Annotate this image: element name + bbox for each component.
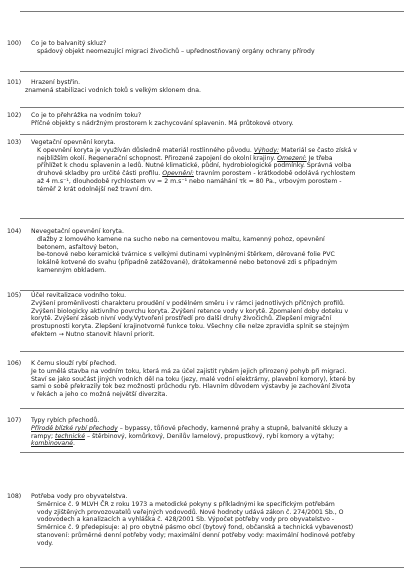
text-run: dlažby z lomového kamene na sucho nebo na cementovou maltu, kamenný pohoz, opevnění — [37, 235, 325, 243]
separator-line — [20, 71, 404, 72]
text-run: Směrnice č. 9 předepisuje: a) pro obytné pásmo obcí (bytový fond, občanská a technická vybavenost) — [37, 524, 354, 532]
text-run: betonem, asfaltový beton, — [37, 243, 119, 251]
text-run: Zvýšení proměnlivosti charakteru proudění v podélném směru i v rámci jednotlivých příčných profilů. — [31, 299, 345, 307]
text-run: Materiál se často získá v — [279, 146, 357, 154]
text-run: – bypassy, tůňové přechody, kamenné prahy a stupně, balvanité skluzy a — [117, 424, 348, 432]
answer-line — [37, 259, 404, 267]
answer-text — [7, 147, 404, 194]
text-run: vodovodech a kanalizacích a vyhláška č. 428/2001 Sb. Výpočet potřeby vody pro obyvatelstvo - — [37, 516, 335, 524]
text-run: vody zjištěných provozovatelů veřejných vodovodů. Nové hodnoty udává zákon č. 274/2001 Sb., O — [37, 508, 344, 516]
question-106 — [7, 360, 404, 399]
answer-line — [31, 331, 404, 339]
answer-line — [31, 120, 404, 128]
separator-line — [20, 408, 404, 409]
question-number: 106) — [7, 360, 22, 367]
answer-text — [7, 368, 404, 399]
text-run: spádový objekt neomezující migraci živočichů – upřednostňovaný orgány ochrany přírody — [37, 47, 315, 55]
text-run: – štěrbinový, komůrkový, Denilův lamelový, propustkový, rybí komory a výtahy; — [85, 432, 335, 440]
answer-text — [7, 425, 404, 448]
text-run: Staví se jako součást jiných vodních děl na toku (jezy, malé vodní elektrárny, plavební komory), které by — [31, 375, 356, 383]
answer-line — [31, 440, 404, 448]
question-title: Co je to balvanitý skluz? — [31, 40, 107, 47]
text-run: travním porostem - krátkodobě odolává rychlostem — [193, 170, 356, 178]
answer-line — [25, 87, 404, 95]
text-run: kamenným obkladem. — [37, 266, 107, 274]
answer-text — [7, 48, 404, 56]
answer-line — [37, 170, 404, 178]
answer-line — [37, 48, 404, 56]
text-run: efektem → Nutno stanovit hlavní priorit. — [31, 330, 155, 338]
answer-line — [37, 540, 404, 548]
answer-line — [31, 368, 404, 376]
text-run: až 4 m.s⁻¹, dlouhodobě rychlostem vv = 2 m.s⁻¹ nebo namáhání τk = 80 Pa., vrbovým porostem - — [37, 177, 342, 185]
emphasized-term: kombinované — [31, 440, 73, 448]
text-run: be-tonové nebo keramické tvárnice s velkými dutinami vyplněnými štěrkem, děrované folie PVC — [37, 251, 335, 259]
question-number: 104) — [7, 228, 22, 235]
question-102 — [7, 112, 404, 128]
separator-line — [20, 452, 404, 453]
answer-line — [31, 391, 404, 399]
question-104 — [7, 228, 404, 275]
separator-line — [20, 107, 404, 108]
question-title: Potřeba vody pro obyvatelstva. — [31, 493, 128, 500]
text-run: Příčné objekty s nádržným prostorem k zachycování splavenin. Má průtokové otvory. — [31, 119, 294, 127]
separator-line — [20, 351, 404, 352]
question-100 — [7, 40, 404, 56]
question-number: 101) — [7, 79, 22, 86]
separator-line — [20, 11, 404, 12]
emphasized-term: Výhody: — [253, 146, 280, 154]
emphasized-term: Přírodě blízké rybí přechody — [31, 424, 118, 432]
answer-text — [7, 236, 404, 275]
text-run: přihlížet k chodu splavenin a ledů. Nutné klimatické, půdní, hydrobiologické podmínky. Správná volba — [37, 162, 352, 170]
text-run: Je třeba — [306, 154, 333, 162]
text-run: sami o sobě překrazily tok bez možnosti průchodu ryb. Hlavním důvodem výstavby je zachování života — [31, 383, 351, 391]
answer-line — [37, 524, 404, 532]
question-108 — [7, 493, 404, 548]
answer-line — [37, 178, 404, 186]
separator-line — [20, 567, 404, 568]
question-title: Co je to přehrážka na vodním toku? — [31, 112, 142, 119]
question-101 — [7, 79, 404, 95]
question-title: Účel revitalizace vodního toku. — [31, 292, 127, 299]
text-run: téměř 2 krát odolnější než travní drn. — [37, 185, 153, 193]
text-run: korytě. Zvýšení zásob nivní vody.Vytvoření prostředí pro další druhy živočichů. Zlepšení migrační — [31, 315, 332, 323]
separator-line — [20, 134, 404, 135]
question-number: 103) — [7, 139, 22, 146]
question-title: Vegetační opevnění koryta. — [31, 139, 116, 146]
question-107 — [7, 417, 404, 448]
question-number: 102) — [7, 112, 22, 119]
answer-line — [31, 425, 404, 433]
text-run: nejbližším okolí. Regenerační schopnost. Přirozené zapojení do okolní krajiny. — [37, 154, 278, 162]
text-run: stanovení: průměrné denní potřeby vody; maximální denní potřeby vody: maximální hodinové potřeby — [37, 531, 355, 539]
answer-line — [37, 532, 404, 540]
text-run: Směrnice č. 9 MLVH ČR z roku 1973 a metodické pokyny s příkladnými ke specifickým potřebám — [37, 500, 335, 508]
question-number: 108) — [7, 493, 22, 500]
question-title: Hrazení bystřin. — [31, 79, 81, 86]
question-title: Typy rybích přechodů. — [31, 417, 100, 424]
answer-line — [31, 300, 404, 308]
answer-text — [7, 501, 404, 548]
answer-line — [37, 501, 404, 509]
emphasized-term: technické — [55, 432, 86, 440]
answer-text — [7, 87, 404, 95]
text-run: K opevnění koryta je využíván důsledně materiál rostlinného původu. — [37, 146, 254, 154]
answer-line — [37, 147, 404, 155]
question-103 — [7, 139, 404, 194]
separator-line — [20, 218, 404, 219]
text-run: znamená stabilizaci vodních toků s velkým sklonem dna. — [25, 86, 201, 94]
text-run: lokálně kotvené do svahu (případně zatěžované), drátokamenné nebo betonové zdi s případným — [37, 259, 338, 267]
emphasized-term: Omezení: — [277, 154, 307, 162]
answer-line — [31, 433, 404, 441]
emphasized-term: Opevnění: — [162, 170, 194, 178]
answer-line — [31, 323, 404, 331]
answer-text — [7, 300, 404, 339]
question-105 — [7, 292, 404, 339]
question-title: K čemu slouží rybí přechod. — [31, 360, 117, 367]
question-number: 107) — [7, 417, 22, 424]
text-run: Zvýšení biologicky aktivního povrchu koryta. Zvýšení retence vody v korytě. Zpomalení doby doteku v — [31, 307, 349, 315]
text-run: prostupnosti koryta. Zlepšení krajinotvorné funkce toku. Všechny cíle nelze zpravidla splnit se stejným — [31, 323, 350, 331]
answer-text — [7, 120, 404, 128]
text-run: . — [72, 440, 75, 448]
text-run: druhové skladby pro určité části profilu. — [37, 170, 163, 178]
text-run: rampy; — [31, 432, 56, 440]
question-number: 105) — [7, 292, 22, 299]
answer-line — [37, 267, 404, 275]
question-number: 100) — [7, 40, 22, 47]
question-title: Nevegetační opevnění koryta. — [31, 228, 124, 235]
text-run: vody. — [37, 539, 54, 547]
answer-line — [37, 186, 404, 194]
answer-line — [37, 236, 404, 244]
text-run: Je to umělá stavba na vodním toku, která má za účel zajistit rybám jejich přirozený pohyb při migraci. — [31, 367, 347, 375]
text-run: v řekách a jeho co možná největší diverzita. — [31, 391, 168, 399]
separator-line — [20, 290, 404, 291]
